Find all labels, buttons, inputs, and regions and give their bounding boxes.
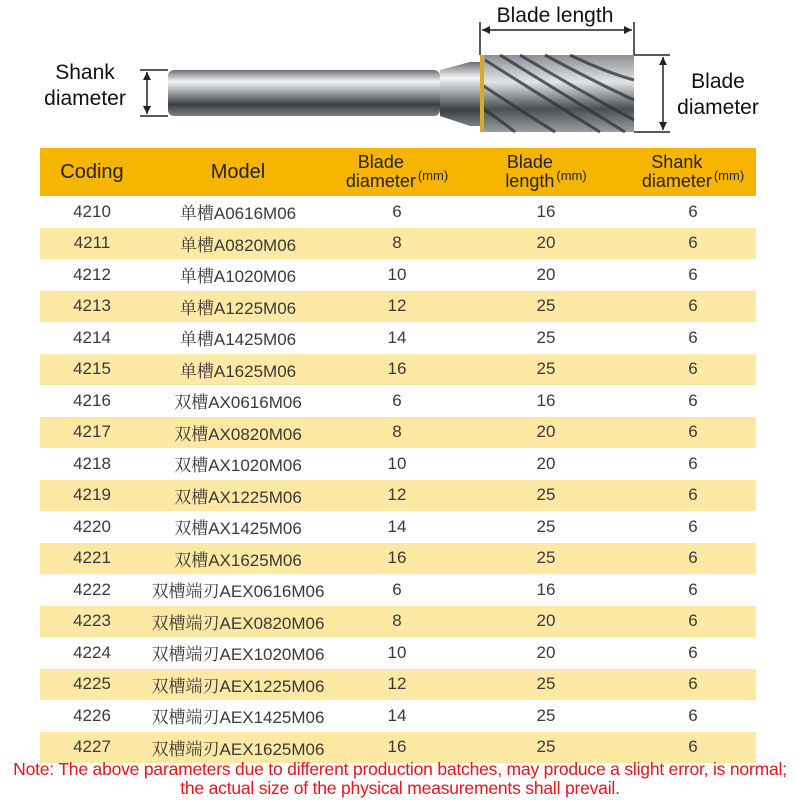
header-shank-diameter (630, 148, 756, 196)
cell-coding: 4220 (73, 516, 111, 536)
cell-coding: 4217 (73, 422, 111, 442)
cell-model: 双槽AX1425M06 (174, 519, 302, 539)
disclaimer-note: Note: The above parameters due to different production batches, may produce a slight error, is normal; the actual size of the physical measurements shall prevail. (13, 759, 787, 798)
cell-model: 双槽端刃AEX0616M06 (151, 582, 325, 602)
cell-shank-diameter: 6 (688, 737, 698, 757)
cell-coding: 4218 (73, 453, 111, 473)
table-row (40, 543, 756, 575)
head-edge (480, 55, 484, 132)
cell-shank-diameter: 6 (688, 548, 698, 568)
header-blade-length-text: Blade length (505, 152, 555, 191)
cell-coding: 4211 (73, 233, 111, 253)
cell-blade-diameter: 6 (392, 390, 402, 410)
cell-blade-diameter: 8 (392, 611, 402, 631)
header-model: Model (210, 160, 266, 183)
cell-blade-length: 25 (536, 296, 556, 316)
cell-coding: 4226 (73, 705, 111, 725)
cell-model: 双槽AX1225M06 (174, 487, 302, 507)
cell-coding: 4222 (73, 579, 111, 599)
cell-model: 双槽端刃AEX1225M06 (151, 676, 325, 696)
cell-blade-diameter: 10 (387, 264, 407, 284)
cell-coding: 4214 (73, 327, 111, 347)
cell-coding: 4221 (73, 548, 111, 568)
cell-blade-diameter: 14 (387, 516, 407, 536)
cell-coding: 4225 (73, 674, 111, 694)
shank-taper (440, 62, 480, 126)
blade-length-label: Blade length (496, 4, 614, 27)
table-body (40, 196, 756, 763)
cell-blade-diameter: 16 (387, 737, 407, 757)
cell-blade-length: 25 (536, 359, 556, 379)
cell-model: 双槽端刃AEX1425M06 (151, 708, 325, 728)
cell-blade-diameter: 16 (387, 548, 407, 568)
cell-shank-diameter: 6 (688, 674, 698, 694)
cell-shank-diameter: 6 (688, 201, 698, 221)
table-row (40, 354, 756, 386)
cell-coding: 4224 (73, 642, 111, 662)
cell-coding: 4219 (73, 485, 111, 505)
cell-blade-length: 20 (536, 453, 556, 473)
cell-blade-length: 20 (536, 233, 556, 253)
cell-coding: 4212 (73, 264, 111, 284)
cell-blade-length: 16 (536, 390, 556, 410)
cell-blade-length: 25 (536, 705, 556, 725)
cell-coding: 4227 (73, 737, 111, 757)
cell-blade-length: 25 (536, 737, 556, 757)
table-row (40, 291, 756, 323)
table-row (40, 196, 756, 228)
header-shank-diameter-text: Shank diameter (641, 152, 712, 191)
table-row (40, 511, 756, 543)
cell-blade-length: 25 (536, 516, 556, 536)
cell-model: 双槽AX0820M06 (174, 424, 302, 444)
cell-blade-diameter: 12 (387, 296, 407, 316)
cell-blade-diameter: 12 (387, 674, 407, 694)
cell-blade-length: 25 (536, 327, 556, 347)
cell-blade-length: 25 (536, 674, 556, 694)
cell-shank-diameter: 6 (688, 516, 698, 536)
cell-blade-diameter: 14 (387, 705, 407, 725)
header-blade-diameter (332, 148, 462, 196)
table-row (40, 700, 756, 732)
cell-model: 双槽端刃AEX1625M06 (151, 739, 325, 759)
cell-model: 双槽端刃AEX0820M06 (151, 613, 325, 633)
cell-blade-diameter: 16 (387, 359, 407, 379)
header-coding: Coding (60, 160, 124, 183)
table-row (40, 669, 756, 701)
cell-coding: 4223 (73, 611, 111, 631)
cell-shank-diameter: 6 (688, 611, 698, 631)
cell-shank-diameter: 6 (688, 579, 698, 599)
table-row (40, 322, 756, 354)
header-blade-length (462, 148, 630, 196)
cell-model: 双槽端刃AEX1020M06 (151, 645, 325, 665)
cell-blade-length: 25 (536, 548, 556, 568)
cell-blade-length: 16 (536, 201, 556, 221)
shank (168, 70, 440, 116)
cell-blade-diameter: 10 (387, 453, 407, 473)
cell-blade-length: 20 (536, 611, 556, 631)
shank-diameter-label: Shank diameter (44, 61, 126, 110)
table-row (40, 448, 756, 480)
cell-blade-diameter: 14 (387, 327, 407, 347)
header-unit: (mm) (417, 167, 449, 183)
cell-shank-diameter: 6 (688, 390, 698, 410)
header-blade-diameter-text: Blade diameter (345, 152, 416, 191)
cell-blade-length: 20 (536, 642, 556, 662)
cell-shank-diameter: 6 (688, 296, 698, 316)
cell-coding: 4215 (73, 359, 111, 379)
cell-shank-diameter: 6 (688, 327, 698, 347)
cell-model: 单槽A1225M06 (179, 298, 297, 318)
table-row (40, 259, 756, 291)
cell-model: 单槽A1020M06 (179, 267, 297, 287)
cell-blade-diameter: 8 (392, 233, 402, 253)
cell-model: 单槽A0616M06 (179, 204, 297, 224)
cell-blade-diameter: 6 (392, 201, 402, 221)
cell-shank-diameter: 6 (688, 453, 698, 473)
cell-model: 单槽A1625M06 (179, 361, 297, 381)
cell-blade-diameter: 6 (392, 579, 402, 599)
cell-model: 单槽A0820M06 (179, 235, 297, 255)
cell-shank-diameter: 6 (688, 485, 698, 505)
cell-blade-length: 25 (536, 485, 556, 505)
cell-blade-length: 16 (536, 579, 556, 599)
table-row (40, 480, 756, 512)
cell-shank-diameter: 6 (688, 233, 698, 253)
cell-coding: 4216 (73, 390, 111, 410)
table-row (40, 417, 756, 449)
cutting-head (480, 55, 634, 132)
cell-shank-diameter: 6 (688, 359, 698, 379)
cell-shank-diameter: 6 (688, 422, 698, 442)
cell-coding: 4210 (73, 201, 111, 221)
cell-model: 单槽A1425M06 (179, 330, 297, 350)
table-row (40, 385, 756, 417)
spec-table (40, 148, 756, 763)
cell-shank-diameter: 6 (688, 264, 698, 284)
table-row (40, 574, 756, 606)
cell-blade-diameter: 12 (387, 485, 407, 505)
cell-shank-diameter: 6 (688, 642, 698, 662)
cell-model: 双槽AX0616M06 (174, 393, 302, 413)
cell-model: 双槽AX1625M06 (174, 550, 302, 570)
blade-diameter-label: Blade diameter (677, 70, 759, 119)
cell-model: 双槽AX1020M06 (174, 456, 302, 476)
cell-shank-diameter: 6 (688, 705, 698, 725)
table-header (40, 148, 756, 196)
cell-blade-diameter: 10 (387, 642, 407, 662)
cell-blade-length: 20 (536, 264, 556, 284)
cell-coding: 4213 (73, 296, 111, 316)
tool-diagram (0, 0, 800, 140)
header-unit: (mm) (713, 167, 745, 183)
cell-blade-diameter: 8 (392, 422, 402, 442)
table-row (40, 606, 756, 638)
cell-blade-length: 20 (536, 422, 556, 442)
table-row (40, 228, 756, 260)
table-row (40, 637, 756, 669)
header-unit: (mm) (556, 167, 587, 183)
